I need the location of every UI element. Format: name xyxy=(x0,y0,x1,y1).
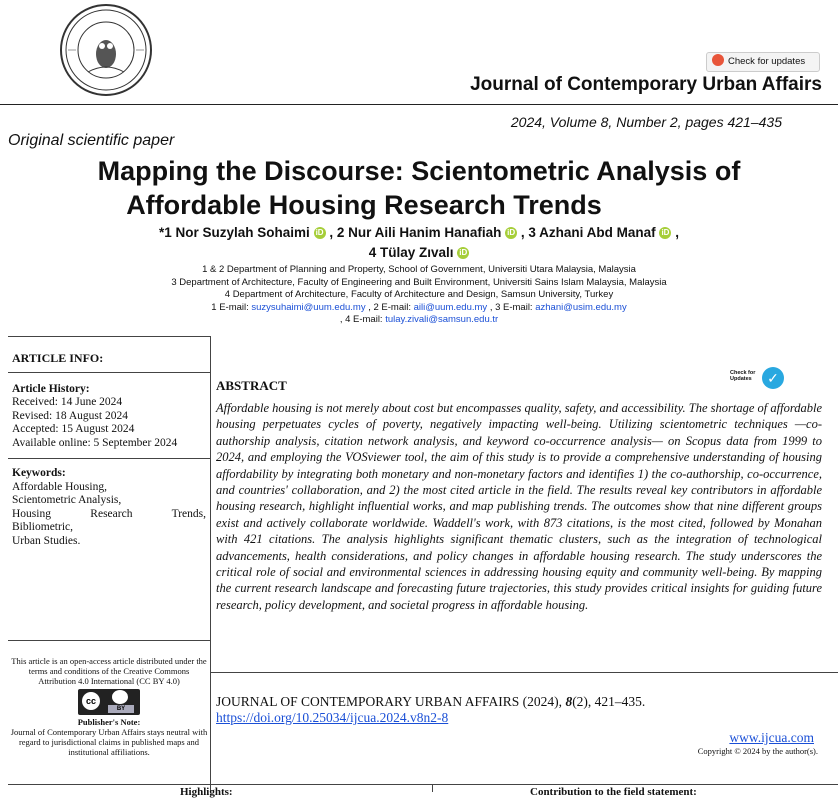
check-updates-label: Check for updates xyxy=(728,56,806,67)
update-icon xyxy=(712,54,724,66)
author-4: 4 Tülay Zıvalı xyxy=(368,245,454,260)
journal-name: Journal of Contemporary Urban Affairs xyxy=(470,74,822,95)
check-icon: ✓ xyxy=(762,367,784,389)
license-text: This article is an open-access article distributed under the terms and conditions of the Creative Commons Attribution 4.0 International (CC BY 4.0) xyxy=(11,656,207,686)
column-divider xyxy=(210,336,211,792)
by-icon xyxy=(112,690,128,704)
orcid-icon[interactable]: iD xyxy=(459,248,468,258)
keywords-heading: Keywords: xyxy=(12,467,66,479)
affiliation-2: 3 Department of Architecture, Faculty of Engineering and Built Environment, Universiti Sains Islam Malaysia, Malaysia xyxy=(171,276,667,288)
author-2: , 2 Nur Aili Hanim Hanafiah xyxy=(329,225,502,240)
available-date: Available online: 5 September 2024 xyxy=(12,436,178,449)
email-link-2[interactable]: aili@uum.edu.my xyxy=(413,301,488,313)
orcid-icon[interactable]: iD xyxy=(661,228,670,238)
header-rule xyxy=(0,104,838,105)
by-label: BY xyxy=(108,705,134,713)
affiliation-3: 4 Department of Architecture, Faculty of Architecture and Design, Samsun University, Turkey xyxy=(224,289,614,300)
footer-divider xyxy=(432,784,433,792)
check-for-updates-button[interactable] xyxy=(706,52,820,72)
keyword-2: Scientometric Analysis, xyxy=(12,494,122,506)
email-line-2: , 4 E-mail: tulay.zivali@samsun.edu.tr xyxy=(339,314,499,325)
paper-type: Original scientific paper xyxy=(8,132,175,149)
website-link[interactable]: www.ijcua.com xyxy=(729,730,814,745)
copyright: Copyright © 2024 by the author(s). xyxy=(697,746,818,756)
keyword-3: Housing Research Trends, xyxy=(12,507,206,520)
keyword-1: Affordable Housing, xyxy=(12,480,107,493)
history-heading: Article History: xyxy=(12,382,90,395)
doi-link[interactable]: https://doi.org/10.25034/ijcua.2024.v8n2-8 xyxy=(216,710,449,725)
authors xyxy=(0,224,838,262)
citation-prefix: JOURNAL OF CONTEMPORARY URBAN AFFAIRS (2024), xyxy=(216,694,563,709)
email-link-3[interactable]: azhani@usim.edu.my xyxy=(535,301,627,313)
email-link-1[interactable]: suzysuhaimi@uum.edu.my xyxy=(251,301,366,313)
abstract-heading: ABSTRACT xyxy=(216,378,287,393)
publisher-note: Journal of Contemporary Urban Affairs stays neutral with regard to jurisdictional claims in published maps and institutional affiliations. xyxy=(10,727,208,757)
cc-by-badge[interactable] xyxy=(78,689,140,715)
keyword-5: Urban Studies. xyxy=(12,534,81,547)
highlights-heading: Highlights: xyxy=(180,786,233,798)
info-top-rule xyxy=(8,336,210,337)
info-bottom-rule xyxy=(8,640,210,641)
orcid-icon[interactable]: iD xyxy=(507,228,516,238)
affiliations xyxy=(0,264,838,327)
article-info-heading: ARTICLE INFO: xyxy=(12,351,104,365)
footer-rule xyxy=(8,784,838,785)
author-list-comma: , xyxy=(675,225,679,240)
citation xyxy=(216,694,816,726)
keyword-4: Bibliometric, xyxy=(12,521,74,533)
revised-date: Revised: 18 August 2024 xyxy=(12,409,128,422)
accepted-date: Accepted: 15 August 2024 xyxy=(12,423,135,435)
received-date: Received: 14 June 2024 xyxy=(12,396,123,408)
orcid-icon[interactable]: iD xyxy=(315,228,324,238)
cc-icon: cc xyxy=(82,692,100,710)
contribution-heading: Contribution to the field statement: xyxy=(530,786,697,798)
volume-info: 2024, Volume 8, Number 2, pages 421–435 xyxy=(510,114,782,130)
email-link-4[interactable]: tulay.zivali@samsun.edu.tr xyxy=(385,314,499,325)
paper-title xyxy=(0,154,838,222)
abstract-text: Affordable housing is not merely about cost but encompasses quality, safety, and accessibility. The shortage of affordable housing perpetuates cycles of poverty, negatively impacting well-being. Utilizing scientometric techniques —co-authorship analysis, citation network analysis, and keyword co-occurrence analysis— on Scopus data from 1999 to 2024, and employing the VOSviewer tool, the aim of this study is to provide a comprehensive understanding of housing affordability by integrating both monetary and non-monetary factors and identifies 1) the co-authorship, co-occurrence, and countries' collaboration, and 2) the most cited article in the field. The results reveal key contributors in affordable housing research, highlight influential works, and map publishing trends. The outcomes show that nine different groups exist and actively collaborate worldwide. Waddell's work, with 873 citations, is the most cited, followed by Monahan with 421 citations. The analysis highlights significant thematic clusters, such as the integration of technological advancements, health considerations, and policy changes in affordable housing research. The study underscores the critical role of social and environmental sciences in addressing housing equity and community well-being. By mapping the current research landscape and forecasting future trajectories, this study provides critical insights for guiding future research, policy development, and societal progress in affordable housing. xyxy=(216,401,822,612)
author-1: *1 Nor Suzylah Sohaimi xyxy=(159,225,310,240)
citation-volume: 8 xyxy=(565,694,573,709)
author-3: , 3 Azhani Abd Manaf xyxy=(520,225,656,240)
check-updates-badge[interactable] xyxy=(730,366,788,390)
article-info xyxy=(12,352,206,548)
journal-logo xyxy=(58,2,154,98)
title-line-1: Mapping the Discourse: Scientometric Analysis of xyxy=(97,156,741,186)
license-box xyxy=(10,656,208,757)
affiliation-1: 1 & 2 Department of Planning and Property, School of Government, Universiti Utara Malaysia, Malaysia xyxy=(202,264,636,275)
publisher-note-heading: Publisher's Note: xyxy=(77,717,141,727)
citation-suffix: (2), 421–435. xyxy=(572,694,646,709)
abstract-bottom-rule xyxy=(210,672,838,673)
badge-label: Check for Updates xyxy=(730,370,756,382)
title-line-2: Affordable Housing Research Trends xyxy=(126,190,602,220)
email-line-1: 1 E-mail: suzysuhaimi@uum.edu.my , 2 E-mail: aili@uum.edu.my , 3 E-mail: azhani@usim.edu.my xyxy=(211,301,627,313)
